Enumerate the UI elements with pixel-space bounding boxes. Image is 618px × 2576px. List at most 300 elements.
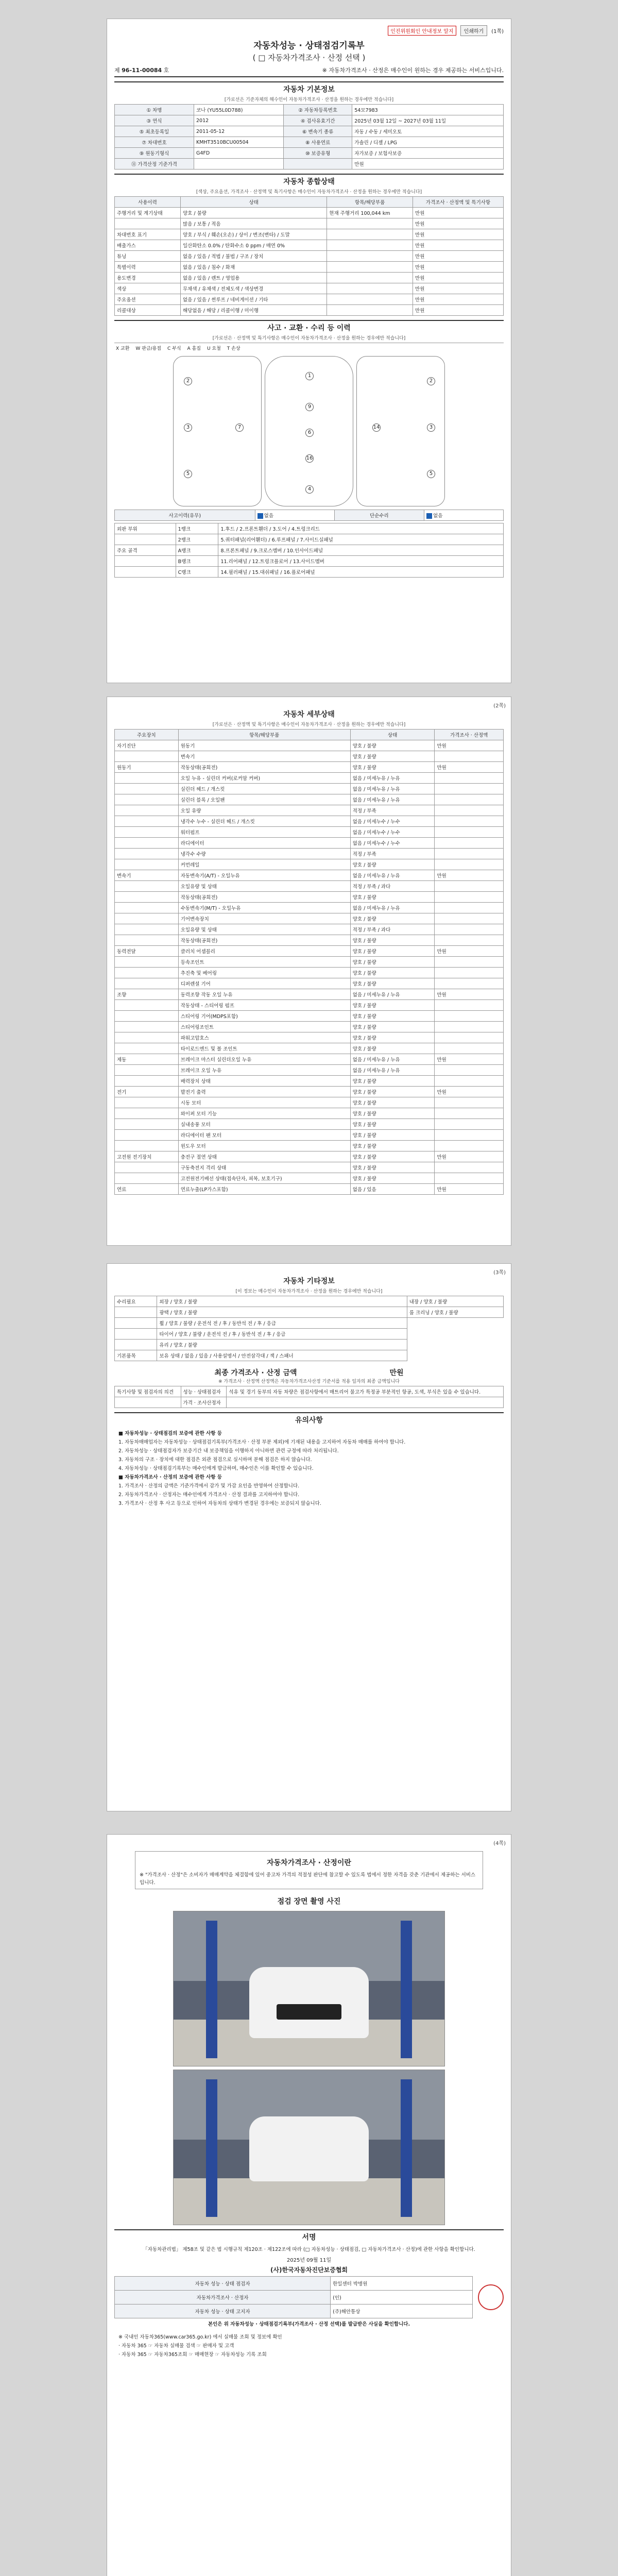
table-cell: 양호 / 불량 xyxy=(350,1141,435,1151)
detail-status-row xyxy=(115,870,504,881)
table-cell xyxy=(435,1000,504,1011)
table-cell: 석유 및 경기 동부의 자동 차량은 점검사항에서 매트리어 물고가 특정공 부분적인 항공, 도색, 부식은 있을 수 있습니다. xyxy=(227,1386,504,1397)
table-cell: 현재 주행거리 100,044 km xyxy=(327,208,413,218)
table-cell: 룸 크리닝 / 양호 / 불량 xyxy=(407,1307,503,1318)
parts-rank-row xyxy=(115,523,504,534)
table-cell xyxy=(435,1173,504,1184)
table-cell: 원동기 xyxy=(178,740,350,751)
detail-status-row xyxy=(115,1065,504,1076)
receipt-confirmation: 본인은 위 자동차성능 · 상태점검기록부(가격조사 · 산정 선택)를 발급받은 사실을 확인합니다. xyxy=(208,2321,410,2327)
signature-date: 2025년 09월 11일 xyxy=(286,2258,332,2263)
table-cell: 추진축 및 베어링 xyxy=(178,968,350,978)
table-cell xyxy=(115,1130,179,1141)
signature-row xyxy=(115,2291,473,2304)
accident-summary-table: 사고이력(유무) 없음 단순수리 없음 xyxy=(114,510,504,521)
table-cell: 만원 xyxy=(413,294,504,305)
table-cell: ④ 검사유효기간 xyxy=(284,115,352,126)
table-cell: 외장 / 양호 / 불량 xyxy=(157,1296,407,1307)
table-cell: 자동 / 수동 / 세미오토 xyxy=(352,126,504,137)
detail-status-row xyxy=(115,805,504,816)
page-1 xyxy=(107,19,511,683)
overall-status-row xyxy=(115,305,504,316)
table-cell: 작동상태(공회전) xyxy=(178,935,350,946)
table-cell xyxy=(115,534,176,545)
table-cell: 양호 / 불량 xyxy=(350,1011,435,1022)
detail-status-row xyxy=(115,1032,504,1043)
table-cell: 휠 / 양호 / 불량 / 운전석 전 / 후 / 동반석 전 / 후 / 응급 xyxy=(157,1318,407,1329)
signature-table xyxy=(114,2276,473,2318)
table-cell: 유리 / 양호 / 불량 xyxy=(157,1340,407,1350)
signature-row xyxy=(115,2304,473,2318)
table-cell: 외판 부위 xyxy=(115,523,176,534)
table-cell: 주요 골격 xyxy=(115,545,176,556)
detail-status-row xyxy=(115,978,504,989)
detail-status-row xyxy=(115,794,504,805)
table-cell: 구동축전지 격리 상태 xyxy=(178,1162,350,1173)
table-cell xyxy=(115,1340,157,1350)
table-cell: ⑩ 보증유형 xyxy=(284,148,352,159)
table-cell: 변속기 xyxy=(178,751,350,762)
other-info-row xyxy=(115,1318,504,1329)
table-cell: 많음 / 보통 / 적음 xyxy=(181,218,327,229)
table-cell xyxy=(435,1032,504,1043)
table-cell xyxy=(435,1065,504,1076)
table-cell: 양호 / 불량 xyxy=(350,935,435,946)
table-cell: 양호 / 불량 xyxy=(350,1032,435,1043)
caution-list xyxy=(114,1427,504,1511)
table-cell xyxy=(115,805,179,816)
detail-status-row xyxy=(115,989,504,1000)
caution-item: 1. 가격조사 · 산정의 금액은 기준가격에서 감가 및 가감 요인을 반영하여 산정합니다. xyxy=(118,1483,300,1489)
table-cell: 양호 / 불량 xyxy=(350,1097,435,1108)
table-cell: 무채색 / 유채색 / 전체도색 / 색상변경 xyxy=(181,283,327,294)
table-cell: 동력조향 작동 오일 누유 xyxy=(178,989,350,1000)
table-cell xyxy=(115,913,179,924)
table-cell xyxy=(115,1097,179,1108)
table-cell xyxy=(435,1162,504,1173)
table-cell xyxy=(435,924,504,935)
table-cell: 오일유량 및 상태 xyxy=(178,881,350,892)
basic-info-row xyxy=(115,115,504,126)
table-cell: 없음 / 미세누유 / 누유 xyxy=(350,870,435,881)
table-cell: ⑤ 최초등록일 xyxy=(115,126,194,137)
table-cell: 양호 / 불량 xyxy=(350,751,435,762)
footer-line: ※ 국내인 자동차365(www.car365.go.kr) 에서 실매물 조회 및 정보에 확인 xyxy=(118,2334,282,2340)
table-cell: 만원 xyxy=(352,159,504,170)
table-cell xyxy=(327,229,413,240)
table-cell: 2랭크 xyxy=(176,534,218,545)
table-cell: 2011-05-12 xyxy=(194,126,283,137)
table-cell: 만원 xyxy=(413,251,504,262)
table-cell: 기어변속장치 xyxy=(178,913,350,924)
table-cell xyxy=(115,567,176,578)
legend-item: A 흠집 xyxy=(187,346,201,351)
table-cell: 양호 / 불량 xyxy=(350,1108,435,1119)
table-cell: 가솔린 / 디젤 / LPG xyxy=(352,137,504,148)
detail-status-note: [가로선은 · 산정액 및 특기사항은 매수인이 자동차가격조사 · 산정을 원하는 경우에만 적습니다] xyxy=(212,722,406,727)
table-cell xyxy=(115,1119,179,1130)
overall-status-row xyxy=(115,273,504,283)
table-cell: 보유 상태 / 없음 / 있음 / 사용설명서 / 안전삼각대 / 잭 / 스패너 xyxy=(157,1350,407,1361)
detail-status-row xyxy=(115,881,504,892)
table-cell: 만원 xyxy=(413,240,504,251)
document-note: ※ 자동차가격조사 · 산정은 매수인이 원하는 경우 제공하는 서비스입니다. xyxy=(322,67,504,74)
other-info-table xyxy=(114,1296,504,1361)
detail-status-row xyxy=(115,1011,504,1022)
inspection-photo-2 xyxy=(173,2070,445,2225)
signature-block xyxy=(114,2276,504,2318)
detail-status-row xyxy=(115,751,504,762)
checkbox-icon xyxy=(426,513,432,519)
table-cell: 양호 / 불량 xyxy=(350,1000,435,1011)
table-cell xyxy=(435,794,504,805)
table-cell: 적정 / 부족 xyxy=(350,805,435,816)
table-cell xyxy=(435,881,504,892)
caution-title: 유의사항 xyxy=(114,1412,504,1427)
seal-icon xyxy=(478,2284,504,2310)
table-cell xyxy=(435,1097,504,1108)
table-cell: (인) xyxy=(331,2291,473,2304)
accident-history-note: [가로선은 · 산정액 및 특기사항은 매수인이 자동차가격조사 · 산정을 원하는 경우에만 적습니다] xyxy=(212,336,406,341)
table-cell: 가격 · 조사산정자 xyxy=(181,1397,227,1408)
table-cell: 적정 / 부족 / 과다 xyxy=(350,924,435,935)
table-cell: 자가보증 / 보험사보증 xyxy=(352,148,504,159)
table-cell xyxy=(435,859,504,870)
column-header: 상태 xyxy=(350,730,435,740)
table-cell xyxy=(115,1032,179,1043)
table-cell xyxy=(115,1318,157,1329)
part-marker: 4 xyxy=(305,485,314,494)
table-cell: ⑦ 차대번호 xyxy=(115,137,194,148)
column-header: 가격조사 · 산정액 xyxy=(435,730,504,740)
detail-status-row xyxy=(115,1184,504,1195)
table-cell: 한일센터 박병원 xyxy=(331,2277,473,2291)
detail-status-row xyxy=(115,1151,504,1162)
signature-org: (사)한국자동차진단보증협회 xyxy=(270,2266,348,2274)
caution-item: 3. 가격조사 · 산정 후 사고 등으로 인하여 자동차의 상태가 변경된 경우에는 보증되지 않습니다. xyxy=(118,1501,321,1506)
table-cell: 만원 xyxy=(435,1151,504,1162)
table-cell xyxy=(115,968,179,978)
other-info-row xyxy=(115,1350,504,1361)
detail-status-row xyxy=(115,957,504,968)
inspection-photo-1 xyxy=(173,1911,445,2066)
overall-status-row xyxy=(115,218,504,229)
detail-status-row xyxy=(115,1119,504,1130)
table-cell: 타이어 / 양호 / 불량 / 운전석 전 / 후 / 동반석 전 / 후 / 응급 xyxy=(157,1329,407,1340)
table-cell xyxy=(435,978,504,989)
table-cell: ⑥ 변속기 종류 xyxy=(284,126,352,137)
table-cell xyxy=(327,262,413,273)
basic-info-title: 자동차 기본정보 xyxy=(114,81,504,96)
detail-status-row xyxy=(115,924,504,935)
overall-status-row xyxy=(115,262,504,273)
table-cell: 내장 / 양호 / 불량 xyxy=(407,1296,503,1307)
signature-row xyxy=(115,2277,473,2291)
table-cell: 양호 / 불량 xyxy=(350,892,435,903)
other-info-row xyxy=(115,1296,504,1307)
table-cell: 특기사항 및 점검자의 의견 xyxy=(115,1386,181,1397)
table-cell: 자동차 성능 · 상태 고지자 xyxy=(115,2304,331,2318)
page-number: (1쪽) xyxy=(491,29,504,35)
table-cell xyxy=(435,913,504,924)
table-cell: (주)해안통상 xyxy=(331,2304,473,2318)
table-cell: 만원 xyxy=(413,283,504,294)
table-cell: 디퍼렌셜 기어 xyxy=(178,978,350,989)
detail-status-title: 자동차 세부상태 xyxy=(283,710,335,719)
car-diagram xyxy=(114,356,504,506)
table-cell: 없음 / 미세누수 / 누수 xyxy=(350,816,435,827)
table-cell xyxy=(435,935,504,946)
table-cell: 없음 / 있음 / 렌트 / 영업용 xyxy=(181,273,327,283)
table-cell: 없음 / 미세누유 / 누유 xyxy=(350,1054,435,1065)
legend-item: W 판금/용접 xyxy=(135,346,161,351)
table-cell xyxy=(327,283,413,294)
detail-status-row xyxy=(115,1108,504,1119)
detail-status-row xyxy=(115,773,504,784)
accident-history-title: 사고 · 교환 · 수리 등 이력 xyxy=(114,320,504,334)
detail-status-row xyxy=(115,903,504,913)
table-cell xyxy=(115,1162,179,1173)
table-cell: 등속조인트 xyxy=(178,957,350,968)
page-number: (2쪽) xyxy=(493,703,506,709)
final-price-title: 최종 가격조사 · 산정 금액 xyxy=(214,1369,297,1377)
table-cell: 연료누출(LP가스포함) xyxy=(178,1184,350,1195)
table-cell: 없음 / 있음 / 썬루프 / 네비게이션 / 기타 xyxy=(181,294,327,305)
table-cell: 8.프론트패널 / 9.크로스멤버 / 10.인사이드패널 xyxy=(218,545,504,556)
price-info-title: 자동차가격조사 · 산정이란 xyxy=(267,1859,351,1867)
detail-status-row xyxy=(115,1173,504,1184)
table-cell: 적정 / 부족 / 과다 xyxy=(350,881,435,892)
final-price-unit: 만원 xyxy=(389,1369,404,1377)
table-cell xyxy=(115,556,176,567)
final-price-note: ※ 가격조사 · 산정액 산정액은 자동차가격조사산정 기준서를 적용 일자의 최종 금액입니다 xyxy=(218,1379,400,1384)
table-cell xyxy=(115,1108,179,1119)
table-cell: 주요옵션 xyxy=(115,294,181,305)
table-cell: 5.쿼터패널(리어휀더) / 6.루프패널 / 7.사이드실패널 xyxy=(218,534,504,545)
table-cell: 라디에이터 팬 모터 xyxy=(178,1130,350,1141)
table-cell: 적정 / 부족 xyxy=(350,849,435,859)
table-cell: 양호 / 불량 xyxy=(350,946,435,957)
part-marker: 6 xyxy=(305,429,314,437)
overall-status-row xyxy=(115,294,504,305)
detail-status-row xyxy=(115,913,504,924)
detail-status-row xyxy=(115,859,504,870)
table-cell: 자동차가격조사 · 산정자 xyxy=(115,2291,331,2304)
table-cell: 없음 / 미세누유 / 누유 xyxy=(350,1065,435,1076)
table-cell: 와이퍼 모터 기능 xyxy=(178,1108,350,1119)
price-info-text: ※ "가격조사 · 산정"은 소비자가 매매계약을 체결함에 있어 중고차 가격의 적절성 판단에 참고할 수 있도록 법에서 정한 자격을 갖춘 기관에서 제공하는 서비스입니다. xyxy=(140,1872,476,1886)
table-cell xyxy=(115,957,179,968)
table-cell xyxy=(115,1329,157,1340)
table-cell: 양호 / 불량 xyxy=(350,1076,435,1087)
caution-item: 4. 자동차성능 · 상태점검기록부는 매수인에게 발급하며, 매수인은 이를 확인할 수 있습니다. xyxy=(118,1466,314,1471)
table-cell: 만원 xyxy=(413,273,504,283)
table-cell: 만원 xyxy=(413,218,504,229)
detail-status-row xyxy=(115,740,504,751)
part-marker: 9 xyxy=(305,403,314,411)
parts-rank-table xyxy=(114,523,504,578)
basic-info-row xyxy=(115,126,504,137)
column-header: 상태 xyxy=(181,197,327,208)
detail-status-row xyxy=(115,1162,504,1173)
table-cell xyxy=(435,1141,504,1151)
part-marker: 5 xyxy=(184,470,192,478)
detail-status-table xyxy=(114,729,504,1195)
table-cell xyxy=(435,1108,504,1119)
table-cell: 스티어링 기어(MDPS포함) xyxy=(178,1011,350,1022)
table-cell: 양호 / 불량 xyxy=(350,1162,435,1173)
table-cell: 없음 / 있음 xyxy=(350,1184,435,1195)
table-cell: 수리필요 xyxy=(115,1296,157,1307)
detail-status-row xyxy=(115,838,504,849)
table-cell: 실린더 블록 / 오일팬 xyxy=(178,794,350,805)
table-cell: 원동기 xyxy=(115,762,179,773)
detail-status-row xyxy=(115,946,504,957)
detail-status-row xyxy=(115,1097,504,1108)
table-cell: 전기 xyxy=(115,1087,179,1097)
part-marker: 3 xyxy=(184,423,192,432)
table-cell: ⑧ 사용연료 xyxy=(284,137,352,148)
detail-status-row xyxy=(115,1087,504,1097)
photo-section-title: 점검 장면 촬영 사진 xyxy=(277,1897,341,1906)
table-cell: G4FD xyxy=(194,148,283,159)
table-cell: 제동 xyxy=(115,1054,179,1065)
table-cell: 없음 / 미세누유 / 누유 xyxy=(350,989,435,1000)
page-3 xyxy=(107,1263,511,1811)
table-cell xyxy=(327,294,413,305)
table-cell: A랭크 xyxy=(176,545,218,556)
caution-heading: ■ 자동차성능 · 상태점검의 보증에 관한 사항 등 xyxy=(118,1431,222,1436)
table-cell: KMHT3510BCU00504 xyxy=(194,137,283,148)
table-cell: 양호 / 불량 xyxy=(350,859,435,870)
table-cell: ① 차명 xyxy=(115,105,194,115)
table-cell xyxy=(327,305,413,316)
table-cell: 해당없음 / 해당 / 리콜이행 / 미이행 xyxy=(181,305,327,316)
table-cell: 커먼레일 xyxy=(178,859,350,870)
table-cell: 브레이크 마스터 실린더오일 누유 xyxy=(178,1054,350,1065)
table-cell xyxy=(115,218,181,229)
table-cell: 만원 xyxy=(435,1087,504,1097)
footer-line: · 자동차 365 ☞ 자동차365조회 ☞ 매매현장 ☞ 자동차성능 기록 조회 xyxy=(118,2352,267,2358)
top-bar xyxy=(114,25,504,36)
detail-status-row xyxy=(115,827,504,838)
final-price-row xyxy=(114,1367,504,1378)
table-cell xyxy=(327,218,413,229)
table-cell: 1랭크 xyxy=(176,523,218,534)
table-cell: 스티어링조인트 xyxy=(178,1022,350,1032)
table-cell: 자동차 성능 · 상태 점검자 xyxy=(115,2277,331,2291)
detail-status-row xyxy=(115,784,504,794)
overall-status-row xyxy=(115,229,504,240)
basic-info-row xyxy=(115,159,504,170)
table-cell xyxy=(435,816,504,827)
table-cell: 작동상태(공회전) xyxy=(178,892,350,903)
table-cell xyxy=(115,1000,179,1011)
table-cell xyxy=(115,773,179,784)
table-cell xyxy=(115,881,179,892)
caution-item: 3. 자동차의 구조 · 장치에 대한 점검은 외관 점검으로 실시하며 분해 점검은 하지 않습니다. xyxy=(118,1457,312,1463)
page-2 xyxy=(107,697,511,1246)
page-number: (4쪽) xyxy=(493,1841,506,1846)
table-cell xyxy=(115,1141,179,1151)
table-cell xyxy=(435,784,504,794)
table-cell xyxy=(327,273,413,283)
table-cell: 오일 유량 xyxy=(178,805,350,816)
detail-status-row xyxy=(115,892,504,903)
table-cell: 브레이크 오일 누유 xyxy=(178,1065,350,1076)
table-cell: 양호 / 불량 xyxy=(350,978,435,989)
table-cell: 2025년 03월 12일 ~ 2027년 03월 11일 xyxy=(352,115,504,126)
parts-rank-row xyxy=(115,556,504,567)
signature-text: 「자동차관리법」 제58조 및 같은 법 시행규칙 제120조 · 제122조에 따라 (□ 자동차성능 · 상태점검, □ 자동차가격조사 · 산정)에 관한 사항을 확인합니다. xyxy=(143,2247,475,2252)
table-cell xyxy=(435,957,504,968)
table-cell xyxy=(327,240,413,251)
table-cell xyxy=(435,968,504,978)
table-cell: 클러치 어셈블리 xyxy=(178,946,350,957)
checkbox-icon xyxy=(258,513,263,519)
table-cell: 작동상태(공회전) xyxy=(178,762,350,773)
table-cell xyxy=(435,773,504,784)
detail-status-row xyxy=(115,849,504,859)
table-cell: ⑪ 가격산정 기준가격 xyxy=(115,159,194,170)
caution-item: 2. 자동차가격조사 · 산정자는 매수인에게 가격조사 · 산정 결과를 고지하여야 합니다. xyxy=(118,1492,300,1498)
table-cell xyxy=(435,1022,504,1032)
table-cell xyxy=(435,838,504,849)
table-cell: 리콜대상 xyxy=(115,305,181,316)
column-header: 항목/해당부품 xyxy=(327,197,413,208)
table-cell: 수동변속기(M/T) - 오일누유 xyxy=(178,903,350,913)
detail-status-row xyxy=(115,1000,504,1011)
part-marker: 2 xyxy=(427,377,435,385)
table-cell: 1.후드 / 2.프론트휀더 / 3.도어 / 4.트렁크리드 xyxy=(218,523,504,534)
part-marker: 3 xyxy=(427,423,435,432)
table-cell xyxy=(115,935,179,946)
info-link[interactable]: 인진위원회인 안내정보 알지 xyxy=(388,26,456,36)
table-cell: 없음 / 있음 / 침수 / 화재 xyxy=(181,262,327,273)
caution-item: 1. 자동차매매업자는 자동차성능 · 상태점검기록부(가격조사 · 산정 부분 제외)에 기재된 내용을 고지하여 자동차 매매를 하여야 합니다. xyxy=(118,1439,406,1445)
table-cell: 냉각수 누수 - 실린더 헤드 / 개스킷 xyxy=(178,816,350,827)
table-cell xyxy=(115,751,179,762)
table-cell xyxy=(115,903,179,913)
table-cell: 양호 / 불량 xyxy=(350,1043,435,1054)
print-button[interactable]: 인쇄하기 xyxy=(460,25,488,36)
part-marker: 1 xyxy=(305,372,314,380)
table-cell: 만원 xyxy=(413,229,504,240)
detail-status-row xyxy=(115,816,504,827)
table-cell: 14.필러패널 / 15.대쉬패널 / 16.플로어패널 xyxy=(218,567,504,578)
table-cell xyxy=(115,827,179,838)
table-cell: ③ 연식 xyxy=(115,115,194,126)
table-cell: B랭크 xyxy=(176,556,218,567)
legend-item: X 교환 xyxy=(116,346,130,351)
table-cell xyxy=(115,794,179,805)
table-cell: 성능 · 상태점검자 xyxy=(181,1386,227,1397)
table-cell: 조향 xyxy=(115,989,179,1000)
table-cell xyxy=(435,751,504,762)
basic-info-table xyxy=(114,104,504,170)
table-cell: 없음 / 있음 / 적법 / 불법 / 구조 / 장치 xyxy=(181,251,327,262)
table-cell: C랭크 xyxy=(176,567,218,578)
table-cell xyxy=(115,1397,181,1408)
column-header: 가격조사 · 산정액 및 특기사항 xyxy=(413,197,504,208)
table-cell: 동력전달 xyxy=(115,946,179,957)
table-cell: 양호 / 불량 xyxy=(350,1151,435,1162)
table-cell: 주행거리 및 계기상태 xyxy=(115,208,181,218)
table-cell: 만원 xyxy=(435,989,504,1000)
table-cell xyxy=(435,892,504,903)
detail-status-row xyxy=(115,1043,504,1054)
table-cell: 만원 xyxy=(413,262,504,273)
